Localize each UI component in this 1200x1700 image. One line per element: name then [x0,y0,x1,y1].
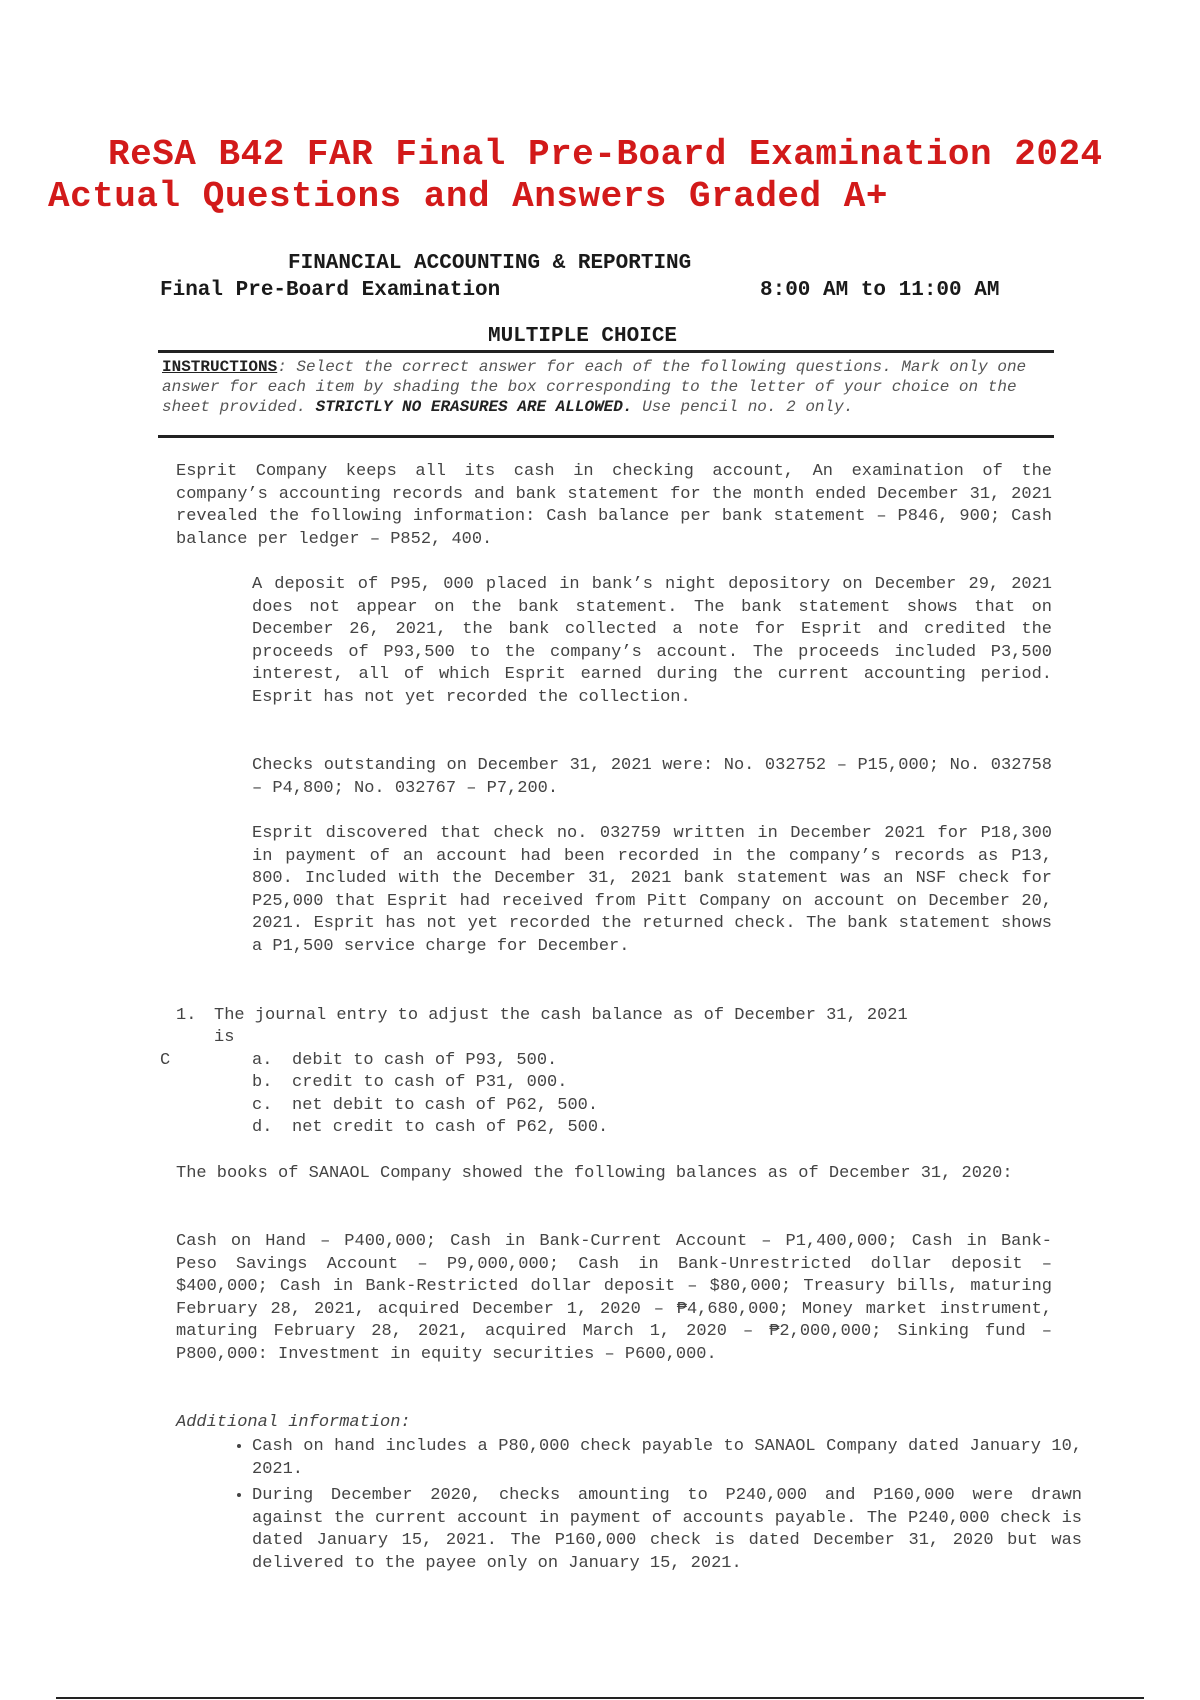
exam-name: Final Pre-Board Examination [160,279,501,302]
option-text: credit to cash of P31, 000. [292,1073,568,1092]
instructions [162,357,1052,417]
page-bottom-rule [56,1697,1144,1699]
problem1-paragraph: Checks outstanding on December 31, 2021 were: No. 032752 – P15,000; No. 032758 – P4,800; No. 032767 – P7,200. [252,756,1052,798]
problem2-intro: The books of SANAOL Company showed the following balances as of December 31, 2020: [176,1164,1013,1183]
instructions-text: : Select the correct answer for each of the following questions. Mark only one answer for each item by shading the box corresponding to the letter of your choice on the sheet provided. [162,358,1027,416]
list-item: • Cash on hand includes a P80,000 check payable to SANAOL Company dated January 10, 2021. [252,1436,1082,1481]
option-d [252,1117,608,1140]
option-letter: a. [252,1051,273,1070]
instructions-emphasis: STRICTLY NO ERASURES ARE ALLOWED. [315,398,633,416]
option-text: net debit to cash of P62, 500. [292,1096,599,1115]
additional-info-list [224,1436,1082,1579]
problem2-balances: Cash on Hand – P400,000; Cash in Bank-Current Account – P1,400,000; Cash in Bank- Peso Savings Account – P9,000,000; Cash in Bank-Unrestricted dollar deposit – $400,000; Cash in Bank-Restricted dollar deposit – $80,000; Treasury bills, maturing February 28, 2021, acquired December 1, 2020 – ₱4,680,000; Money market instrument, maturing February 28, 2021, acquired March 1, 2020 – ₱2,000,000; Sinking fund – P800,000: Investment in equity securities – P600,000. [176,1232,1052,1364]
option-text: debit to cash of P93, 500. [292,1051,558,1070]
exam-subject: FINANCIAL ACCOUNTING & REPORTING [288,252,692,275]
question-stem: The journal entry to adjust the cash balance as of December 31, 2021 [214,1006,908,1025]
question-stem-continued: is [214,1028,235,1047]
instructions-bottom-rule [158,435,1054,438]
additional-info-label: Additional information: [176,1413,411,1432]
problem1-intro: Esprit Company keeps all its cash in checking account, An examination of the company’s accounting records and bank statement for the month ended December 31, 2021 revealed the following information: Cash balance per bank statement – P846, 900; Cash balance per ledger – P852, 400. [176,462,1052,549]
instructions-label: INSTRUCTIONS [162,358,278,376]
option-letter: d. [252,1118,273,1137]
exam-time: 8:00 AM to 11:00 AM [760,279,1000,302]
question-number: 1. [176,1006,197,1025]
instructions-text-end: Use pencil no. 2 only. [632,398,854,416]
option-a [252,1050,557,1073]
section-heading: MULTIPLE CHOICE [488,325,678,348]
list-item: • During December 2020, checks amounting to P240,000 and P160,000 were drawn against the current account in payment of accounts payable. The P240,000 check is dated January 15, 2021. The P160,000 check is dated December 31, 2020 but was delivered to the payee only on January 15, 2021. [252,1485,1082,1575]
document-title-line2: Actual Questions and Answers Graded A+ [48,176,888,217]
problem1-paragraph: Esprit discovered that check no. 032759 written in December 2021 for P18,300 in payment of an account had been recorded in the company’s records as P13, 800. Included with the December 31, 2021 bank statement was an NSF check for P25,000 that Esprit had received from Pitt Company on account on December 20, 2021. Esprit has not yet recorded the returned check. The bank statement shows a P1,500 service charge for December. [252,824,1052,956]
option-text: net credit to cash of P62, 500. [292,1118,609,1137]
answer-key: C [160,1051,171,1070]
option-c [252,1095,598,1118]
option-b [252,1072,567,1095]
document-title-line1: ReSA B42 FAR Final Pre-Board Examination 2024 [108,134,1103,175]
option-letter: c. [252,1096,273,1115]
problem1-paragraph: A deposit of P95, 000 placed in bank’s night depository on December 29, 2021 does not appear on the bank statement. The bank statement shows that on December 26, 2021, the bank collected a note for Esprit and credited the proceeds of P93,500 to the company’s account. The proceeds included P3,500 interest, all of which Esprit earned during the current accounting period. Esprit has not yet recorded the collection. [252,575,1052,707]
option-letter: b. [252,1073,273,1092]
instructions-top-rule [158,350,1054,353]
